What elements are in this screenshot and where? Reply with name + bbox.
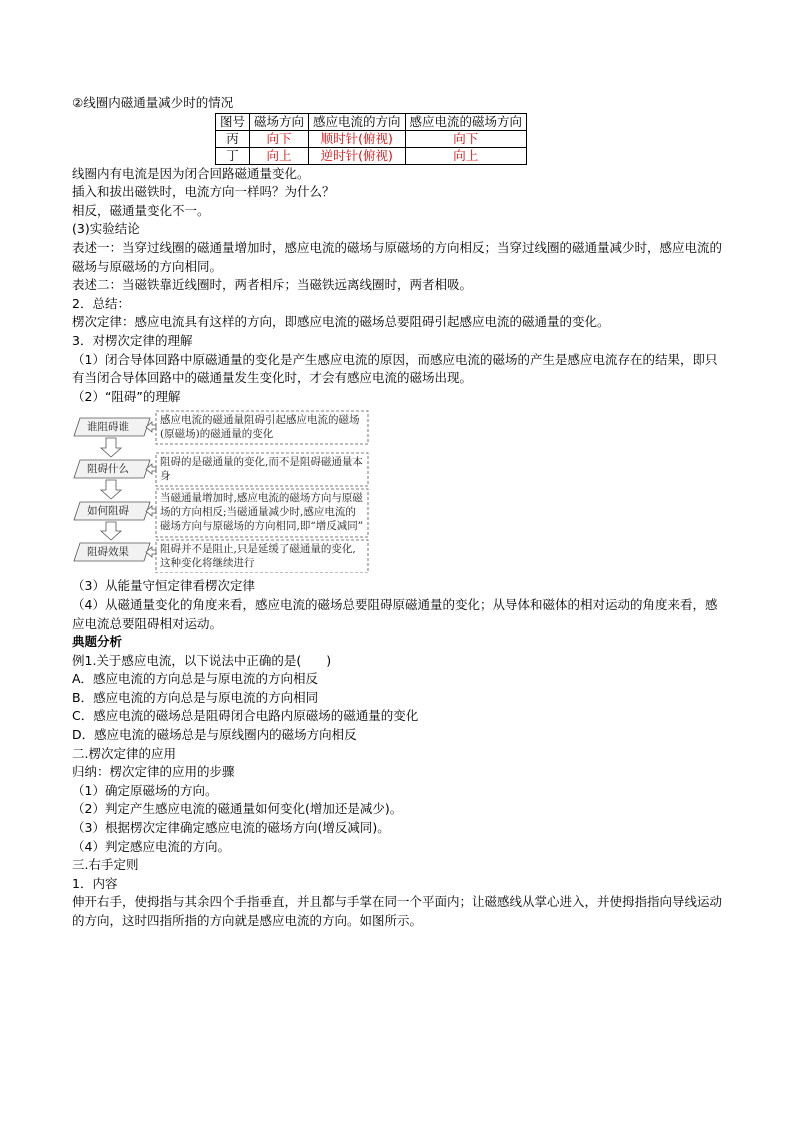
option-d: D．感应电流的磁场总是与原线圈内的磁场方向相反 [72, 727, 357, 743]
down-arrow-icon [101, 480, 121, 499]
down-arrow-icon [101, 438, 121, 457]
table-cell: 丙 [216, 130, 250, 147]
table-header-cell: 图号 [216, 113, 250, 130]
text-line: 线圈内有电流是因为闭合回路磁通量变化。 [72, 165, 310, 181]
diagram-label: 谁阻碍谁 [87, 421, 129, 434]
table-cell: 向下 [405, 130, 527, 147]
section-title: 二.楞次定律的应用 [72, 745, 176, 761]
text-line: 楞次定律：感应电流具有这样的方向，即感应电流的磁场总要阻碍引起感应电流的磁通量的变化。 [72, 314, 610, 330]
diagram-label: 阻碍效果 [87, 546, 129, 559]
diagram-box-text: 当磁通量增加时,感应电流的磁场方向与原磁场的方向相反;当磁通量减少时,感应电流的磁场方向与原磁场的方向相同,即“增反减同” [160, 492, 364, 533]
text-line: 表述二：当磁铁靠近线圈时，两者相斥；当磁铁远离线圈时，两者相吸。 [72, 277, 473, 293]
option-a: A．感应电流的方向总是与原电流的方向相反 [72, 671, 319, 687]
paragraph: 表述一：当穿过线圈的磁通量增加时，感应电流的磁场与原磁场的方向相反；当穿过线圈的磁通量减少时，感应电流的磁场与原磁场的方向相同。 [72, 239, 723, 274]
section-heading: ②线圈内磁通量减少时的情况 [72, 95, 234, 110]
table-header-cell: 磁场方向 [250, 113, 309, 130]
text-line: 3．对楞次定律的理解 [72, 332, 193, 348]
diagram-label: 如何阻碍 [87, 505, 129, 518]
text-line: 1．内容 [72, 875, 118, 891]
text-line: 插入和拔出磁铁时，电流方向一样吗？为什么？ [72, 184, 335, 200]
step-item: （2）判定产生感应电流的磁通量如何变化(增加还是减少)。 [72, 801, 403, 817]
diagram-label: 阻碍什么 [87, 463, 129, 476]
table-header-cell: 感应电流的磁场方向 [405, 113, 527, 130]
hinder-diagram [72, 410, 372, 573]
document-page [72, 94, 724, 931]
table-cell: 向上 [405, 147, 527, 164]
table-row [216, 130, 527, 147]
table-header-cell: 感应电流的方向 [309, 113, 406, 130]
text-line: （3）从能量守恒定律看楞次定律 [72, 578, 255, 594]
text-line: （2）“阻碍”的理解 [72, 388, 181, 404]
diagram-box-text: 感应电流的磁通量阻碍引起感应电流的磁场(原磁场)的磁通量的变化 [160, 414, 360, 441]
paragraph: （4）从磁通量变化的角度来看，感应电流的磁场总要阻碍原磁通量的变化；从导体和磁体的相对运动的角度来看，感应电流总要阻碍相对运动。 [72, 596, 718, 631]
question-stem: 例1.关于感应电流，以下说法中正确的是( ) [72, 652, 332, 668]
text-line: 相反，磁通量变化不一。 [72, 202, 210, 218]
table-cell: 向上 [250, 147, 309, 164]
table-cell: 逆时针(俯视) [309, 147, 406, 164]
table-cell: 丁 [216, 147, 250, 164]
diagram-box-text: 阻碍并不是阻止,只是延缓了磁通量的变化,这种变化将继续进行 [160, 543, 356, 570]
table-row [216, 147, 527, 164]
section-title: 三.右手定则 [72, 857, 139, 873]
down-arrow-icon [101, 522, 121, 540]
paragraph: 伸开右手，使拇指与其余四个手指垂直，并且都与手掌在同一个平面内；让磁感线从掌心进入，并使拇指指向导线运动的方向，这时四指所指的方向就是感应电流的方向。如图所示。 [72, 894, 723, 928]
magnetic-flux-table [215, 113, 527, 165]
table-cell: 向下 [250, 130, 309, 147]
text-line: 2．总结： [72, 295, 130, 311]
option-c: C．感应电流的磁场总是阻碍闭合电路内原磁场的磁通量的变化 [72, 708, 419, 724]
section-title: 典题分析 [72, 634, 123, 650]
diagram-box-text: 阻碍的是磁通量的变化,而不是阻碍磁通量本身 [160, 456, 363, 483]
paragraph: （1）闭合导体回路中原磁通量的变化是产生感应电流的原因，而感应电流的磁场的产生是感应电流存在的结果，即只有当闭合导体回路中的磁通量发生变化时，才会有感应电流的磁场出现。 [72, 351, 718, 386]
text-line: 归纳：楞次定律的应用的步骤 [72, 764, 235, 780]
step-item: （1）确定原磁场的方向。 [72, 782, 218, 798]
step-item: （3）根据楞次定律确定感应电流的磁场方向(增反减同)。 [72, 820, 390, 836]
table-header-row [216, 113, 527, 130]
table-cell: 顺时针(俯视) [309, 130, 406, 147]
step-item: （4）判定感应电流的方向。 [72, 838, 230, 854]
option-b: B．感应电流的方向总是与原电流的方向相同 [72, 689, 319, 705]
text-line: (3)实验结论 [72, 221, 140, 237]
